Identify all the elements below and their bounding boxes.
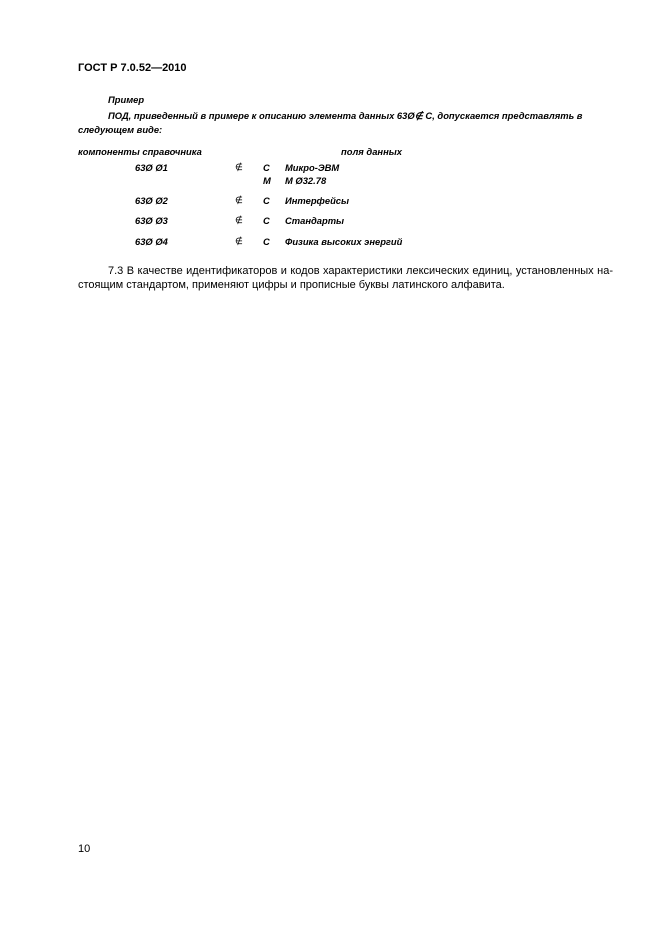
field-value: Физика высоких энергий <box>285 236 403 247</box>
directory-code: 63Ø Ø1 <box>135 162 168 173</box>
directory-code: 63Ø Ø4 <box>135 236 168 247</box>
not-element-symbol: ∉ <box>235 236 243 246</box>
example-label: Пример <box>108 94 145 105</box>
directory-code: 63Ø Ø2 <box>135 195 168 206</box>
field-value: Микро-ЭВМ <box>285 162 340 173</box>
field-indicator: С <box>263 195 270 206</box>
example-text-line-2: следующем виде: <box>78 124 163 135</box>
table-row <box>0 215 661 229</box>
not-element-symbol: ∉ <box>235 162 243 172</box>
field-indicator: С <box>263 236 270 247</box>
field-value: Интерфейсы <box>285 195 350 206</box>
not-element-symbol: ∉ <box>235 215 243 225</box>
field-value: М Ø32.78 <box>285 175 327 186</box>
table-row <box>0 175 661 189</box>
table-row <box>0 236 661 250</box>
column-header-directory-components: компоненты справочника <box>78 146 202 157</box>
section-7-3-paragraph <box>78 264 613 292</box>
example-text-line-1: ПОД, приведенный в примере к описанию элемента данных 63Ø∉ С, допускается представлять в <box>108 110 583 121</box>
table-row <box>0 195 661 209</box>
directory-code: 63Ø Ø3 <box>135 215 168 226</box>
table-row <box>0 162 661 176</box>
paragraph-line-2: стоящим стандартом, применяют цифры и прописные буквы латинского алфавита. <box>78 279 505 291</box>
document-code: ГОСТ Р 7.0.52—2010 <box>78 62 187 74</box>
field-indicator: С <box>263 162 270 173</box>
field-indicator: С <box>263 215 270 226</box>
column-header-data-fields: поля данных <box>341 146 402 157</box>
paragraph-line-1: 7.3 В качестве идентификаторов и кодов характеристики лексических единиц, установленных на- <box>108 265 613 277</box>
field-value: Стандарты <box>285 215 345 226</box>
page-number: 10 <box>78 843 91 855</box>
field-indicator: М <box>263 175 271 186</box>
not-element-symbol: ∉ <box>235 195 243 205</box>
